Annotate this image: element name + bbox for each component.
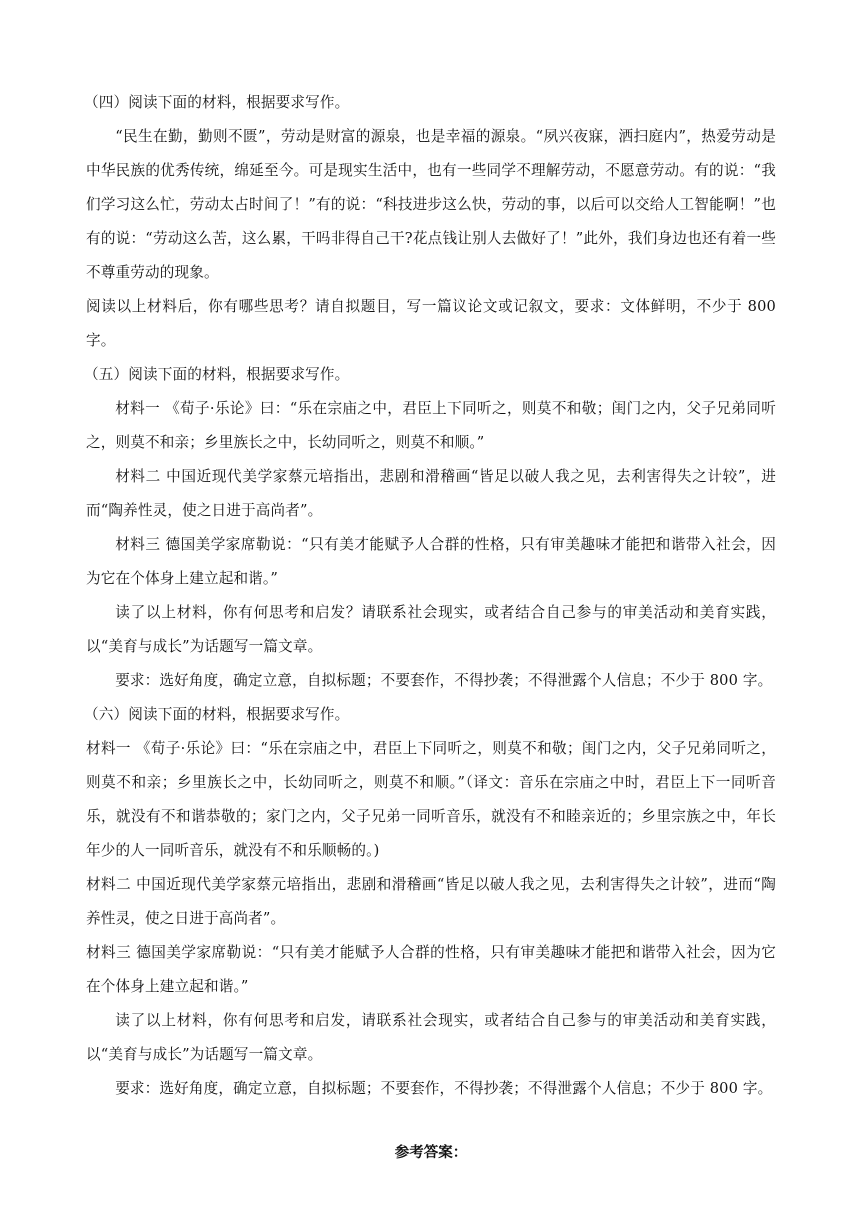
reference-answer-title: 参考答案： bbox=[394, 1145, 468, 1161]
section-six-material-one: 材料一 《荀子·乐论》曰：“乐在宗庙之中，君臣上下同听之，则莫不和敬；闺门之内，父子兄弟同听之，则莫不和亲；乡里族长之中，长幼同听之，则莫不和顺。”（译文：音乐在宗庙之中时，君臣上下一同听音乐，就没有不和谐恭敬的；家门之内，父子兄弟一同听音乐，就没有不和睦亲近的；乡里宗族之中，年长年少的人一同听音乐，就没有不和乐顺畅的。) bbox=[86, 740, 776, 859]
section-five-material-two: 材料二 中国近现代美学家蔡元培指出，悲剧和滑稽画“皆足以破人我之见，去利害得失之计较”，进而“陶养性灵，使之日进于高尚者”。 bbox=[86, 468, 776, 519]
section-five bbox=[86, 358, 776, 698]
section-six-heading: （六）阅读下面的材料，根据要求写作。 bbox=[84, 706, 350, 723]
section-five-material-three: 材料三 德国美学家席勒说：“只有美才能赋予人合群的性格，只有审美趣味才能把和谐带入社会，因为它在个体身上建立起和谐。” bbox=[86, 536, 776, 587]
document-content bbox=[86, 86, 776, 1170]
section-six bbox=[86, 698, 776, 1106]
section-four-material: “民生在勤，勤则不匮”，劳动是财富的源泉，也是幸福的源泉。“夙兴夜寐，洒扫庭内”，热爱劳动是中华民族的优秀传统，绵延至今。可是现实生活中，也有一些同学不理解劳动，不愿意劳动。有的说：“我们学习这么忙，劳动太占时间了！”有的说：“科技进步这么快，劳动的事，以后可以交给人工智能啊！”也有的说：“劳动这么苦，这么累，干吗非得自己干?花点钱让别人去做好了！”此外，我们身边也还有着一些不尊重劳动的现象。 bbox=[86, 128, 776, 281]
section-five-requirement: 要求：选好角度，确定立意，自拟标题；不要套作，不得抄袭；不得泄露个人信息；不少于 800 字。 bbox=[115, 672, 773, 689]
section-six-requirement: 要求：选好角度，确定立意，自拟标题；不要套作，不得抄袭；不得泄露个人信息；不少于 800 字。 bbox=[115, 1080, 773, 1097]
section-four-heading: （四）阅读下面的材料，根据要求写作。 bbox=[84, 94, 350, 111]
section-six-prompt: 读了以上材料，你有何思考和启发，请联系社会现实，或者结合自己参与的审美活动和美育实践，以“美育与成长”为话题写一篇文章。 bbox=[86, 1012, 776, 1063]
section-five-material-one: 材料一 《荀子·乐论》曰：“乐在宗庙之中，君臣上下同听之，则莫不和敬；闺门之内，父子兄弟同听之，则莫不和亲；乡里族长之中，长幼同听之，则莫不和顺。” bbox=[86, 400, 776, 451]
section-six-material-two: 材料二 中国近现代美学家蔡元培指出，悲剧和滑稽画“皆足以破人我之见，去利害得失之计较”，进而“陶养性灵，使之日进于高尚者”。 bbox=[86, 876, 776, 927]
section-five-heading: （五）阅读下面的材料，根据要求写作。 bbox=[84, 366, 350, 383]
section-four bbox=[86, 86, 776, 358]
section-four-prompt: 阅读以上材料后，你有哪些思考？请自拟题目，写一篇议论文或记叙文，要求：文体鲜明，不少于 800 字。 bbox=[86, 298, 776, 349]
section-six-material-three: 材料三 德国美学家席勒说：“只有美才能赋予人合群的性格，只有审美趣味才能把和谐带入社会，因为它在个体身上建立起和谐。” bbox=[86, 944, 776, 995]
section-five-prompt: 读了以上材料，你有何思考和启发？请联系社会现实，或者结合自己参与的审美活动和美育实践，以“美育与成长”为话题写一篇文章。 bbox=[86, 604, 776, 655]
